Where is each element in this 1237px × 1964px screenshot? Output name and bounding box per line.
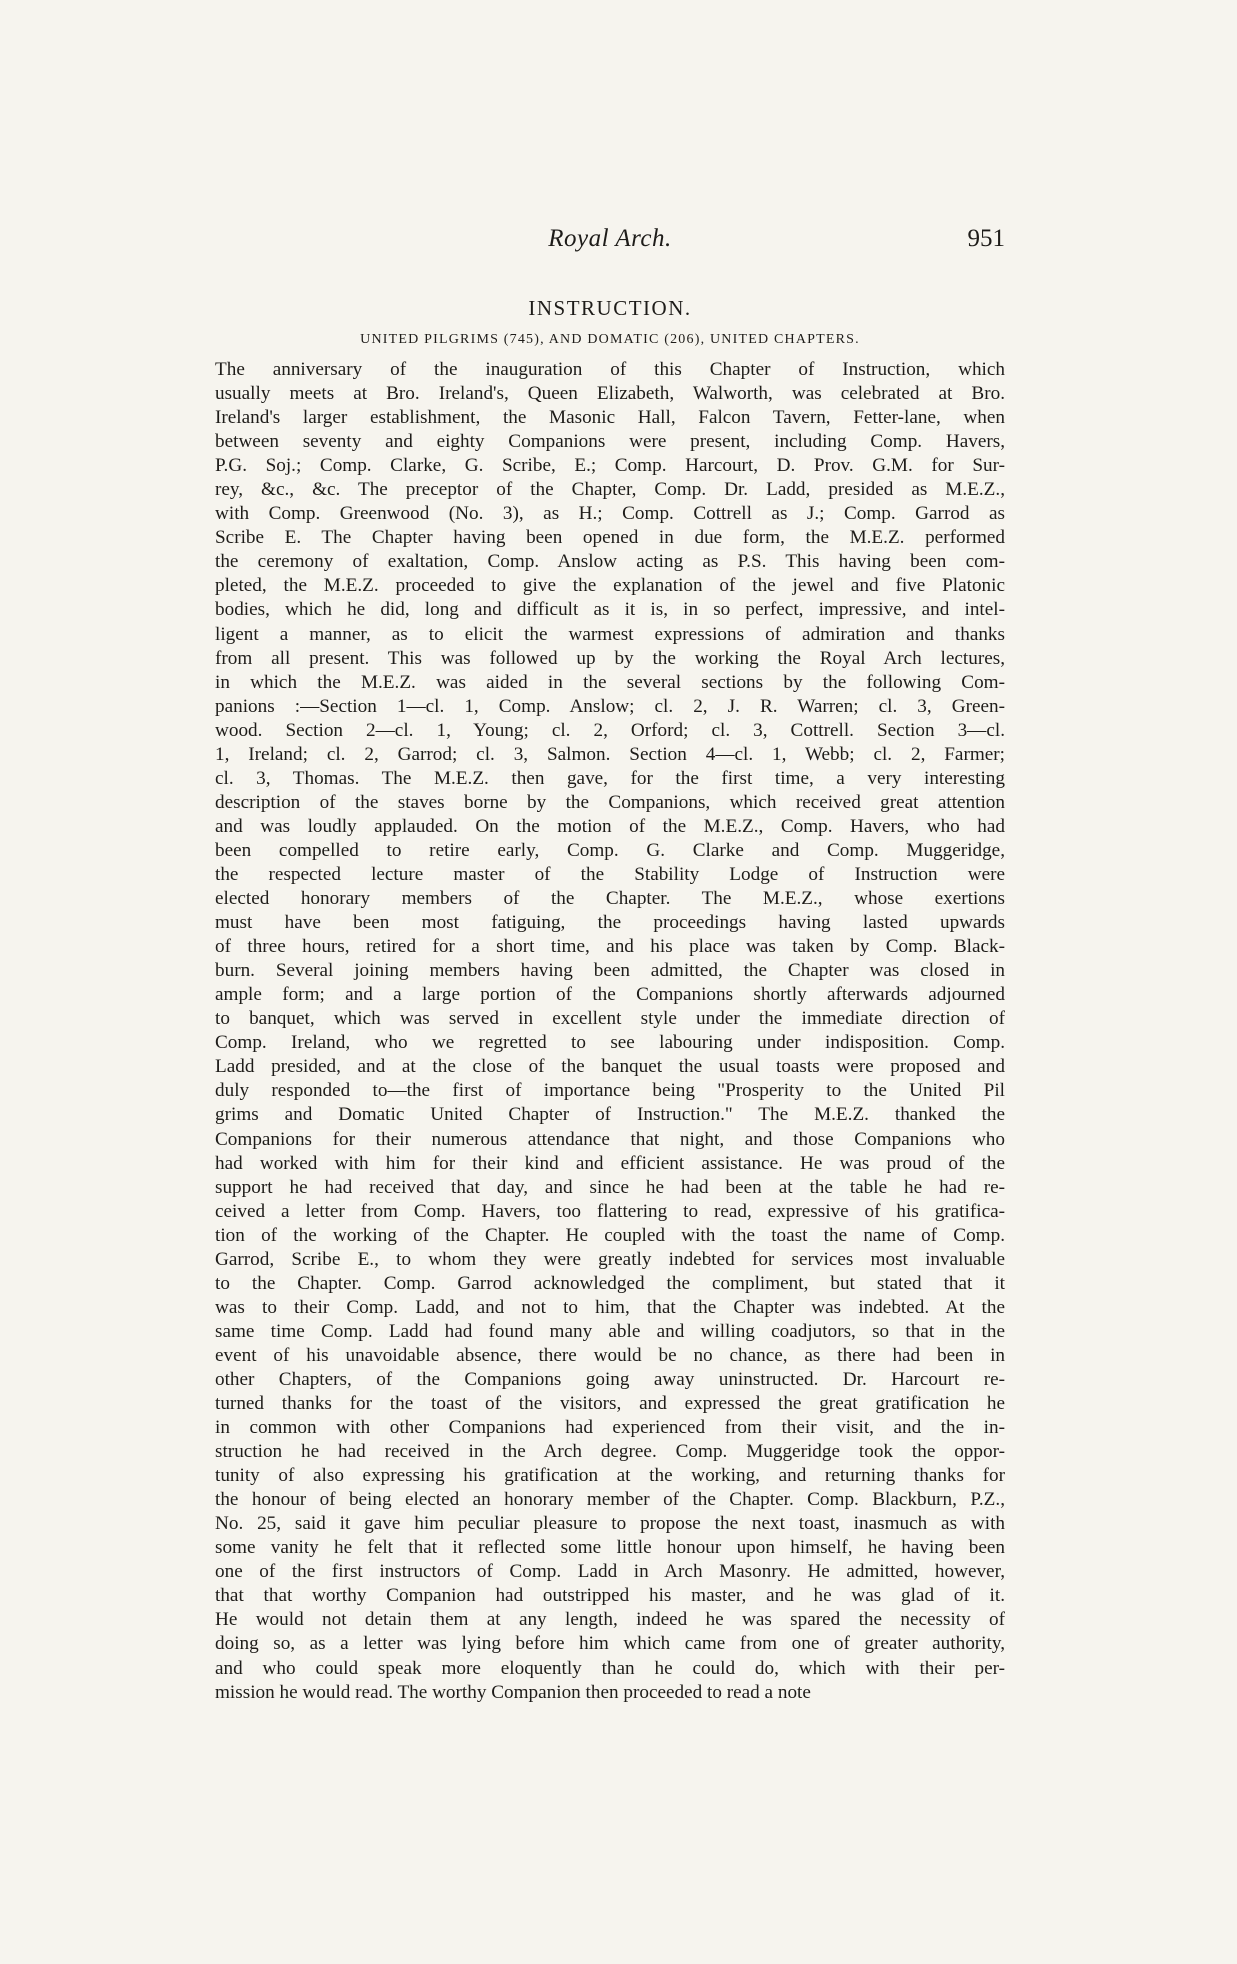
- body-line: been compelled to retire early, Comp. G. Clarke and Comp. Muggeridge,: [215, 839, 1005, 861]
- body-line: of three hours, retired for a short time, and his place was taken by Comp. Black-: [215, 936, 1005, 958]
- body-line: one of the first instructors of Comp. Ladd in Arch Masonry. He admitted, however,: [215, 1561, 1005, 1583]
- body-line: P.G. Soj.; Comp. Clarke, G. Scribe, E.; Comp. Harcourt, D. Prov. G.M. for Sur-: [215, 455, 1005, 477]
- body-line: between seventy and eighty Companions were present, including Comp. Havers,: [215, 431, 1005, 453]
- body-line: in common with other Companions had experienced from their visit, and the in-: [215, 1417, 1005, 1439]
- body-line: The anniversary of the inauguration of this Chapter of Instruction, which: [215, 359, 1005, 380]
- body-line: had worked with him for their kind and efficient assistance. He was proud of the: [215, 1152, 1005, 1174]
- body-line: pleted, the M.E.Z. proceeded to give the explanation of the jewel and five Platonic: [215, 575, 1005, 597]
- section-heading: INSTRUCTION.: [528, 296, 692, 320]
- body-line: grims and Domatic United Chapter of Instruction." The M.E.Z. thanked the: [215, 1104, 1005, 1126]
- body-line: must have been most fatiguing, the proceedings having lasted upwards: [215, 912, 1005, 934]
- body-line: Garrod, Scribe E., to whom they were greatly indebted for services most invaluable: [215, 1248, 1005, 1270]
- body-line: to the Chapter. Comp. Garrod acknowledged the compliment, but stated that it: [215, 1272, 1005, 1294]
- body-line: duly responded to—the first of importance being "Prosperity to the United Pil: [215, 1080, 1005, 1102]
- body-line: was to their Comp. Ladd, and not to him, that the Chapter was indebted. At the: [215, 1296, 1005, 1318]
- body-line: the honour of being elected an honorary member of the Chapter. Comp. Blackburn, P.Z.,: [215, 1489, 1005, 1511]
- body-line: tion of the working of the Chapter. He coupled with the toast the name of Comp.: [215, 1224, 1005, 1246]
- body-line: ample form; and a large portion of the Companions shortly afterwards adjourned: [215, 984, 1005, 1006]
- body-line: Companions for their numerous attendance that night, and those Companions who: [215, 1128, 1005, 1150]
- body-line: wood. Section 2—cl. 1, Young; cl. 2, Orford; cl. 3, Cottrell. Section 3—cl.: [215, 719, 1005, 741]
- body-line: turned thanks for the toast of the visitors, and expressed the great gratification he: [215, 1393, 1005, 1415]
- body-line: same time Comp. Ladd had found many able and willing coadjutors, so that in the: [215, 1320, 1005, 1342]
- body-line: elected honorary members of the Chapter. The M.E.Z., whose exertions: [215, 888, 1005, 910]
- body-line: He would not detain them at any length, indeed he was spared the necessity of: [215, 1609, 1005, 1631]
- body-line: rey, &c., &c. The preceptor of the Chapter, Comp. Dr. Ladd, presided as M.E.Z.,: [215, 479, 1005, 501]
- body-line: mission he would read. The worthy Companion then proceeded to read a note: [215, 1681, 811, 1703]
- body-line: No. 25, said it gave him peculiar pleasure to propose the next toast, inasmuch as with: [215, 1513, 1005, 1535]
- body-line: other Chapters, of the Companions going away uninstructed. Dr. Harcourt re-: [215, 1368, 1005, 1390]
- body-line: struction he had received in the Arch degree. Comp. Muggeridge took the oppor-: [215, 1441, 1005, 1463]
- body-line: ceived a letter from Comp. Havers, too flattering to read, expressive of his gratifica-: [215, 1200, 1005, 1222]
- body-line: support he had received that day, and since he had been at the table he had re-: [215, 1176, 1005, 1198]
- body-line: usually meets at Bro. Ireland's, Queen Elizabeth, Walworth, was celebrated at Bro.: [215, 383, 1005, 405]
- body-line: Scribe E. The Chapter having been opened in due form, the M.E.Z. performed: [215, 527, 1005, 549]
- body-line: the respected lecture master of the Stability Lodge of Instruction were: [215, 863, 1005, 885]
- body-line: 1, Ireland; cl. 2, Garrod; cl. 3, Salmon. Section 4—cl. 1, Webb; cl. 2, Farmer;: [215, 743, 1005, 765]
- body-line: burn. Several joining members having been admitted, the Chapter was closed in: [215, 960, 1005, 982]
- page-number: 951: [967, 225, 1005, 252]
- body-line: the ceremony of exaltation, Comp. Anslow acting as P.S. This having been com-: [215, 551, 1005, 573]
- body-line: that that worthy Companion had outstripped his master, and he was glad of it.: [215, 1585, 1005, 1607]
- body-line: from all present. This was followed up by the working the Royal Arch lectures,: [215, 647, 1005, 669]
- body-line: and was loudly applauded. On the motion of the M.E.Z., Comp. Havers, who had: [215, 815, 1005, 837]
- body-line: tunity of also expressing his gratification at the working, and returning thanks for: [215, 1465, 1005, 1487]
- body-line: with Comp. Greenwood (No. 3), as H.; Comp. Cottrell as J.; Comp. Garrod as: [215, 503, 1005, 525]
- section-subheading: UNITED PILGRIMS (745), AND DOMATIC (206), UNITED CHAPTERS.: [360, 332, 860, 347]
- body-line: Ireland's larger establishment, the Masonic Hall, Falcon Tavern, Fetter-lane, when: [215, 407, 1005, 429]
- body-line: some vanity he felt that it reflected some little honour upon himself, he having been: [215, 1537, 1005, 1559]
- article-body: [215, 358, 1005, 1705]
- body-line: event of his unavoidable absence, there would be no chance, as there had been in: [215, 1344, 1005, 1366]
- body-line: in which the M.E.Z. was aided in the several sections by the following Com-: [215, 671, 1005, 693]
- body-line: Comp. Ireland, who we regretted to see labouring under indisposition. Comp.: [215, 1032, 1005, 1054]
- running-head: [215, 225, 1005, 259]
- body-line: to banquet, which was served in excellent style under the immediate direction of: [215, 1008, 1005, 1030]
- body-line: cl. 3, Thomas. The M.E.Z. then gave, for the first time, a very interesting: [215, 767, 1005, 789]
- body-line: and who could speak more eloquently than he could do, which with their per-: [215, 1657, 1005, 1679]
- body-line: bodies, which he did, long and difficult as it is, in so perfect, impressive, and intel-: [215, 599, 1005, 621]
- body-line: description of the staves borne by the Companions, which received great attention: [215, 791, 1005, 813]
- body-line: ligent a manner, as to elicit the warmest expressions of admiration and thanks: [215, 623, 1005, 645]
- body-line: panions :—Section 1—cl. 1, Comp. Anslow; cl. 2, J. R. Warren; cl. 3, Green-: [215, 695, 1005, 717]
- body-line: Ladd presided, and at the close of the banquet the usual toasts were proposed and: [215, 1056, 1005, 1078]
- body-line: doing so, as a letter was lying before him which came from one of greater authority,: [215, 1633, 1005, 1655]
- running-title: Royal Arch.: [548, 225, 672, 252]
